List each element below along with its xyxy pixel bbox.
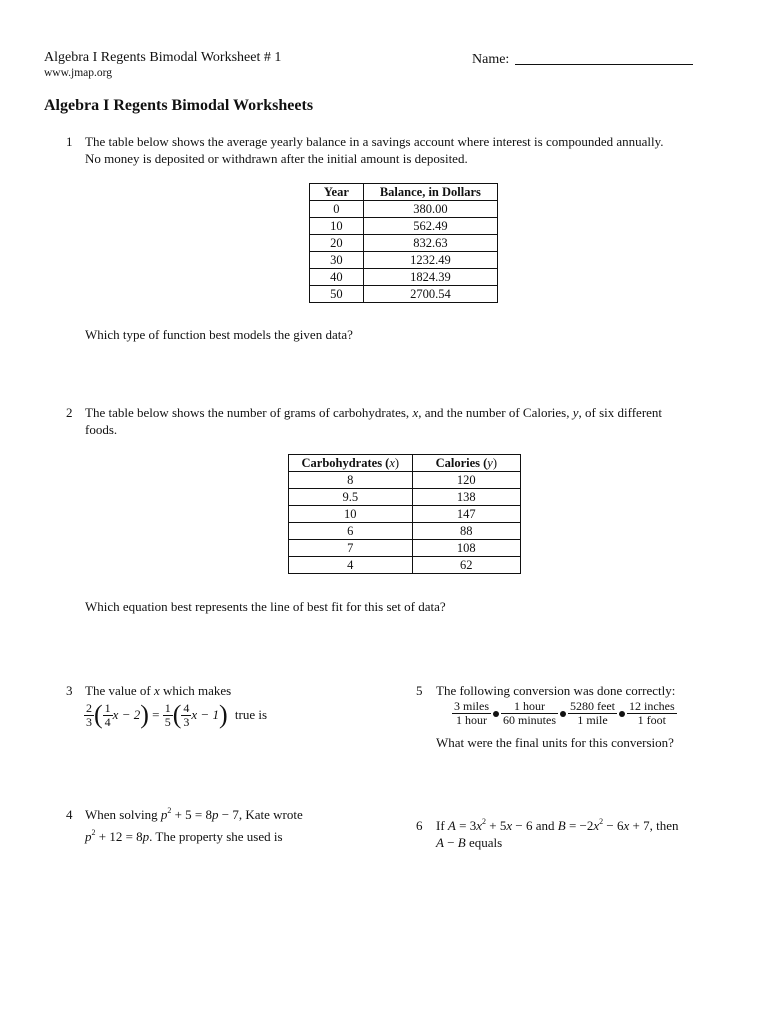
- header-label: Calories (: [435, 456, 488, 470]
- worksheet-title: Algebra I Regents Bimodal Worksheets: [44, 97, 314, 114]
- multiply-dot-icon: [560, 711, 566, 717]
- fraction-four-thirds: [181, 702, 191, 729]
- fraction-two-thirds: [84, 702, 94, 729]
- cell-balance: 2700.54: [363, 286, 497, 303]
- question-2-table: [288, 454, 521, 574]
- header-paren: ): [492, 456, 498, 470]
- variable-a: A: [447, 818, 456, 833]
- variable-x: x: [476, 818, 482, 833]
- expression-left: x − 2: [112, 707, 141, 722]
- table-row: [289, 540, 521, 557]
- question-5-conversion: [452, 700, 677, 727]
- question-1-table: [309, 183, 498, 303]
- denominator: 3: [86, 714, 92, 729]
- cell-calories: 88: [412, 523, 520, 540]
- text-run: , and the number of Calories,: [418, 405, 573, 420]
- right-paren: ): [218, 700, 228, 729]
- exponent: 2: [167, 806, 172, 815]
- variable-p: p: [160, 807, 168, 822]
- variable-x: x: [506, 818, 513, 833]
- cell-carbs: 10: [289, 506, 413, 523]
- text-run: − 6: [603, 818, 624, 833]
- variable-x: x: [412, 405, 419, 420]
- text-run: The table below shows the number of grams of carbohydrates,: [85, 405, 413, 420]
- question-5-prompt: What were the final units for this conversion?: [436, 735, 674, 750]
- text-run: If: [436, 818, 448, 833]
- numerator: 1 hour: [501, 700, 558, 714]
- denominator: 1 foot: [637, 713, 666, 727]
- cell-carbs: 9.5: [289, 489, 413, 506]
- left-paren: (: [172, 700, 182, 729]
- variable-x: x: [389, 456, 395, 470]
- question-3-equation: [84, 700, 267, 730]
- text-run: The value of: [85, 683, 154, 698]
- variable-p: p: [142, 829, 150, 844]
- variable-b: B: [557, 818, 566, 833]
- right-paren: ): [140, 700, 149, 729]
- variable-b: B: [457, 835, 466, 850]
- text-run: + 7, then: [629, 818, 679, 833]
- cell-year: 50: [310, 286, 364, 303]
- exponent: 2: [91, 828, 96, 837]
- question-2-prompt: Which equation best represents the line of best fit for this set of data?: [85, 599, 446, 614]
- text-run: − 6 and: [512, 818, 558, 833]
- cell-balance: 380.00: [363, 201, 497, 218]
- cell-calories: 120: [412, 472, 520, 489]
- question-3-number: 3: [66, 683, 73, 698]
- fraction-one-fifth: [163, 702, 173, 729]
- question-5-text: The following conversion was done correctly:: [436, 683, 676, 698]
- question-6-text-line1: [436, 817, 678, 834]
- header-paren: ): [394, 456, 400, 470]
- denominator: 60 minutes: [503, 713, 556, 727]
- name-field[interactable]: [472, 50, 693, 68]
- question-3-text: [85, 682, 231, 699]
- table-row: [310, 218, 498, 235]
- denominator: 3: [183, 714, 190, 729]
- question-2-text-line1: [85, 404, 662, 421]
- column-header-year: Year: [310, 184, 364, 201]
- table-row: [289, 523, 521, 540]
- text-run: + 5 = 8: [171, 807, 212, 822]
- variable-y: y: [572, 405, 579, 420]
- table-row: [289, 557, 521, 574]
- exponent: 2: [482, 817, 486, 826]
- cell-calories: 108: [412, 540, 520, 557]
- fraction-inches-per-foot: [627, 700, 677, 727]
- variable-p: p: [212, 807, 219, 822]
- text-run: When solving: [85, 807, 161, 822]
- question-1-text-line1: The table below shows the average yearly balance in a savings account where interest is compounded annually.: [85, 134, 664, 149]
- table-row: [310, 235, 498, 252]
- text-run: + 5: [486, 818, 507, 833]
- text-run: + 12 = 8: [95, 829, 143, 844]
- table-row: [310, 252, 498, 269]
- fraction-hour-per-minutes: [501, 700, 558, 727]
- cell-balance: 1824.39: [363, 269, 497, 286]
- left-paren: (: [94, 700, 103, 729]
- denominator: 4: [104, 714, 111, 729]
- question-4-text-line2: [85, 828, 283, 845]
- variable-x: x: [623, 818, 630, 833]
- cell-balance: 1232.49: [363, 252, 497, 269]
- cell-calories: 138: [412, 489, 520, 506]
- question-4-number: 4: [66, 807, 73, 822]
- cell-carbs: 6: [289, 523, 413, 540]
- table-row: [289, 489, 521, 506]
- denominator: 1 mile: [577, 713, 608, 727]
- text-run: = −2: [565, 818, 594, 833]
- question-1-text-line2: No money is deposited or withdrawn after the initial amount is deposited.: [85, 151, 468, 166]
- column-header-calories: [412, 455, 520, 472]
- numerator: 12 inches: [628, 699, 675, 713]
- variable-y: y: [487, 456, 493, 470]
- question-6-text-line2: [436, 834, 502, 851]
- multiply-dot-icon: [619, 711, 625, 717]
- column-header-carbohydrates: [289, 455, 413, 472]
- table-row: [310, 286, 498, 303]
- source-url: www.jmap.org: [44, 67, 113, 79]
- question-6-number: 6: [416, 818, 423, 833]
- worksheet-header-title: Algebra I Regents Bimodal Worksheet # 1: [44, 50, 282, 65]
- fraction-one-fourth: [103, 702, 113, 729]
- table-row: [289, 506, 521, 523]
- numerator: 5280 feet: [570, 699, 615, 713]
- variable-x: x: [153, 683, 160, 698]
- question-5-number: 5: [416, 683, 423, 698]
- cell-year: 20: [310, 235, 364, 252]
- cell-year: 30: [310, 252, 364, 269]
- cell-carbs: 7: [289, 540, 413, 557]
- table-header-row: [310, 184, 498, 201]
- question-4-text-line1: [85, 806, 303, 823]
- column-header-balance: Balance, in Dollars: [363, 184, 497, 201]
- table-row: [310, 269, 498, 286]
- text-run: −: [443, 835, 458, 850]
- expression-right: x − 1: [191, 707, 219, 722]
- variable-x: x: [593, 818, 600, 833]
- question-2-number: 2: [66, 405, 73, 420]
- name-blank-line[interactable]: [515, 50, 693, 65]
- fraction-miles-per-hour: [452, 700, 491, 727]
- cell-calories: 147: [412, 506, 520, 523]
- text-run: equals: [465, 835, 503, 850]
- question-1-prompt: Which type of function best models the given data?: [85, 327, 353, 342]
- cell-calories: 62: [412, 557, 520, 574]
- denominator: 1 hour: [456, 713, 487, 727]
- table-row: [310, 201, 498, 218]
- variable-a: A: [436, 835, 444, 850]
- cell-carbs: 4: [289, 557, 413, 574]
- question-3-suffix: true is: [234, 707, 268, 722]
- question-2-text-line2: foods.: [85, 422, 118, 437]
- table-row: [289, 472, 521, 489]
- name-label: Name:: [472, 52, 510, 67]
- multiply-dot-icon: [493, 711, 499, 717]
- question-1-number: 1: [66, 134, 73, 149]
- text-run: which makes: [159, 683, 232, 698]
- text-run: . The property she used is: [149, 829, 283, 844]
- variable-p: p: [85, 829, 92, 844]
- numerator: 1: [164, 700, 171, 715]
- numerator: 4: [183, 700, 190, 715]
- cell-balance: 832.63: [363, 235, 497, 252]
- numerator: 3 miles: [454, 699, 489, 713]
- denominator: 5: [164, 714, 171, 729]
- equals-sign: =: [152, 707, 160, 722]
- table-header-row: [289, 455, 521, 472]
- header-label: Carbohydrates (: [301, 456, 390, 470]
- text-run: − 7, Kate wrote: [218, 807, 303, 822]
- cell-year: 40: [310, 269, 364, 286]
- exponent: 2: [599, 817, 604, 826]
- cell-year: 10: [310, 218, 364, 235]
- cell-carbs: 8: [289, 472, 413, 489]
- cell-year: 0: [310, 201, 364, 218]
- numerator: 1: [104, 700, 111, 715]
- text-run: , of six different: [578, 405, 663, 420]
- numerator: 2: [86, 700, 92, 715]
- text-run: = 3: [455, 818, 477, 833]
- fraction-feet-per-mile: [568, 700, 617, 727]
- cell-balance: 562.49: [363, 218, 497, 235]
